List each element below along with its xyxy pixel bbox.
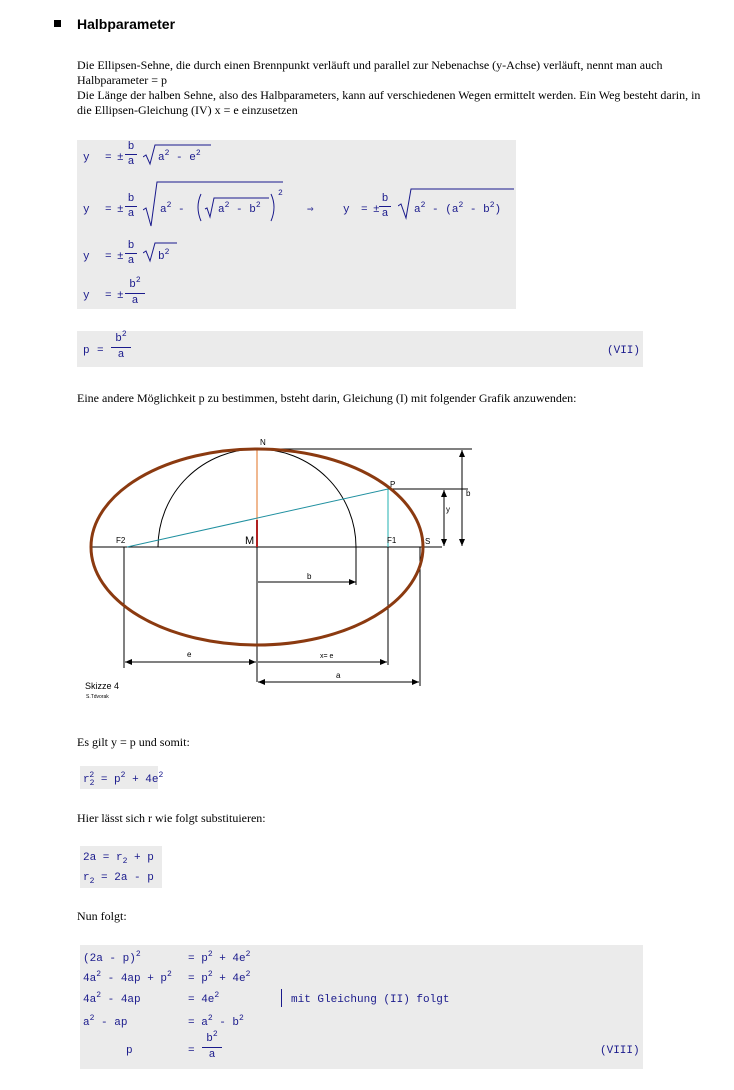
denominator: a <box>127 156 135 168</box>
exponent: 2 <box>167 970 172 979</box>
math-var: a <box>451 204 459 216</box>
math-line: + p <box>127 852 154 864</box>
intro-line: die Ellipsen-Gleichung (IV) x = e einzusetzen <box>77 103 298 117</box>
math-block-1: y = ± b a $a^2 - e^2$ y = ± b a $a^2$ - $a^2 - b^2$ $^2$ ⇒ y = ± b a $a^2 - (a^2 - b^2)$ y = ± b a $b^2$ y = ± $b^2$ a <box>77 140 516 309</box>
exponent: 2 <box>207 950 213 959</box>
math-op: = <box>105 251 112 263</box>
denominator: a <box>117 349 125 361</box>
math-line: = 2a - p <box>94 872 154 884</box>
math-op: ± <box>117 290 124 302</box>
math-line: - b <box>212 1017 240 1029</box>
label-e: e <box>187 650 192 659</box>
math-op: ± <box>117 251 124 263</box>
math-var: b <box>158 251 165 263</box>
math-var: p <box>83 345 90 357</box>
math-op: = <box>361 204 368 216</box>
math-line: 2a = r <box>83 852 123 864</box>
math-line: a <box>83 1017 90 1029</box>
subscript: 2 <box>89 877 95 886</box>
equation-label: (VII) <box>607 345 641 357</box>
exponent: 2 <box>89 1014 95 1023</box>
math-var: y <box>83 251 90 263</box>
exponent: 2 <box>164 248 170 257</box>
exponent: 2 <box>255 201 261 210</box>
intro-line: Halbparameter = p <box>77 73 168 87</box>
label-b-right: b <box>466 489 471 498</box>
paragraph-text: Eine andere Möglichkeit p zu bestimmen, bsteht darin, Gleichung (I) mit folgender Grafik anzuwenden: <box>77 391 577 405</box>
math-var: b <box>249 204 256 216</box>
denominator: a <box>127 255 135 267</box>
exponent: 2 <box>135 950 141 959</box>
math-op: = <box>188 1045 195 1057</box>
exponent: 2 <box>89 771 95 780</box>
exponent: 2 <box>239 1014 244 1023</box>
exponent: 2 <box>214 991 220 1000</box>
math-op: - <box>432 204 439 216</box>
math-line: 4a <box>83 973 97 985</box>
numerator: b <box>381 193 389 205</box>
math-op: ± <box>117 152 124 164</box>
exponent: 2 <box>245 950 251 959</box>
exponent: 2 <box>96 991 102 1000</box>
denominator: a <box>127 208 135 220</box>
math-line: + 4e <box>212 973 246 985</box>
paragraph-text: Nun folgt: <box>77 909 127 923</box>
bullet-icon <box>54 20 61 27</box>
label-s: S <box>425 537 431 546</box>
exponent: 2 <box>212 1030 218 1039</box>
math-fraction <box>125 193 137 220</box>
numerator: b <box>127 240 135 252</box>
math-block-r2: $r_2^2 = p^2 + 4e^2$ <box>80 766 158 789</box>
math-var: a <box>160 204 167 216</box>
math-var: y <box>343 204 350 216</box>
math-var: a <box>414 204 421 216</box>
section-heading <box>54 16 175 32</box>
math-fraction <box>202 1030 222 1061</box>
exponent: 2 <box>207 1014 213 1023</box>
math-line: 4a <box>83 994 97 1006</box>
math-op: ± <box>373 204 380 216</box>
math-op: = <box>105 204 112 216</box>
math-op: = <box>97 345 104 357</box>
label-f1: F1 <box>387 536 397 545</box>
exponent: 2 <box>120 771 126 780</box>
denominator: a <box>381 208 389 220</box>
math-op: - <box>236 204 243 216</box>
exponent: 2 <box>158 771 164 780</box>
math-line: - 4ap + p <box>101 973 168 985</box>
math-var: e <box>151 774 159 786</box>
math-line: - 4ap <box>101 994 141 1006</box>
math-op: - <box>176 152 183 164</box>
math-line: + 4e <box>212 953 246 965</box>
implies-arrow: ⇒ <box>307 204 314 216</box>
math-op: = <box>105 152 112 164</box>
subscript: 2 <box>122 857 128 866</box>
exponent: 2 <box>135 276 141 285</box>
math-block-viii <box>80 945 643 1069</box>
math-var: p <box>114 774 121 786</box>
exponent: 2 <box>458 201 464 210</box>
math-block-vii <box>77 331 643 367</box>
numerator: b <box>206 1033 213 1045</box>
label-p: P <box>390 480 396 489</box>
math-var: a <box>158 152 165 164</box>
math-line: r <box>83 872 90 884</box>
math-line: = 4e <box>188 994 215 1006</box>
numerator: b <box>129 279 136 291</box>
note-divider <box>281 989 282 1007</box>
math-var: a <box>218 204 225 216</box>
math-line: (2a - p) <box>83 953 136 965</box>
math-fraction <box>379 193 391 220</box>
math-op: ± <box>117 204 124 216</box>
paragraph-text: Hier lässt sich r wie folgt substituieren: <box>77 811 266 825</box>
math-var: y <box>83 290 90 302</box>
numerator: b <box>115 333 122 345</box>
figure-caption: Skizze 4 <box>85 681 120 691</box>
equation-label: (VIII) <box>600 1045 640 1057</box>
exponent: 2 <box>195 149 201 158</box>
numerator: b <box>127 193 135 205</box>
subscript: 2 <box>89 779 95 788</box>
math-line: = p <box>188 973 208 985</box>
math-fraction <box>125 240 137 267</box>
label-a: a <box>336 671 341 680</box>
math-var: e <box>189 152 196 164</box>
math-line: = p <box>188 953 208 965</box>
numerator: b <box>127 141 135 153</box>
math-line: - ap <box>94 1017 128 1029</box>
intro-line: Die Länge der halben Sehne, also des Halbparameters, kann auf verschiedenen Wegen ermittelt werden. Ein Weg besteht darin, in <box>77 88 701 102</box>
math-block-subst <box>80 846 162 888</box>
math-var: y <box>83 152 90 164</box>
label-y: y <box>446 505 450 514</box>
math-var: y <box>83 204 90 216</box>
math-op: - <box>178 204 185 216</box>
exponent: 2 <box>489 201 495 210</box>
figure-author: S.Tdvorak <box>86 694 109 700</box>
exponent: 2 <box>278 189 283 198</box>
intro-line: Die Ellipsen-Sehne, die durch einen Brennpunkt verläuft und parallel zur Nebenachse (y-Achse) verläuft, nennt man auch <box>77 58 663 72</box>
denominator: a <box>131 295 139 307</box>
exponent: 2 <box>224 201 230 210</box>
exponent: 2 <box>164 149 170 158</box>
math-var: b <box>483 204 490 216</box>
label-b-bottom: b <box>307 572 312 581</box>
exponent: 2 <box>96 970 102 979</box>
math-op: - <box>469 204 477 216</box>
exponent: 2 <box>420 201 426 210</box>
exponent: 2 <box>121 330 127 339</box>
paragraph-text: Es gilt y = p und somit: <box>77 735 190 749</box>
ellipse-figure <box>80 430 480 702</box>
math-line: = a <box>188 1017 208 1029</box>
label-n: N <box>260 438 266 447</box>
note-text: mit Gleichung (II) folgt <box>291 994 450 1006</box>
exponent: 2 <box>166 201 172 210</box>
math-op: = <box>105 290 112 302</box>
intro-paragraph <box>77 58 717 118</box>
math-var: p <box>126 1045 133 1057</box>
label-f2: F2 <box>116 536 126 545</box>
exponent: 2 <box>207 970 213 979</box>
label-xe: x= e <box>320 653 334 660</box>
denominator: a <box>208 1049 216 1061</box>
exponent: 2 <box>245 970 251 979</box>
heading-text: Halbparameter <box>77 16 176 32</box>
math-fraction <box>125 276 145 307</box>
math-fraction <box>111 330 131 361</box>
label-m: M <box>245 535 255 547</box>
math-fraction <box>125 141 137 168</box>
